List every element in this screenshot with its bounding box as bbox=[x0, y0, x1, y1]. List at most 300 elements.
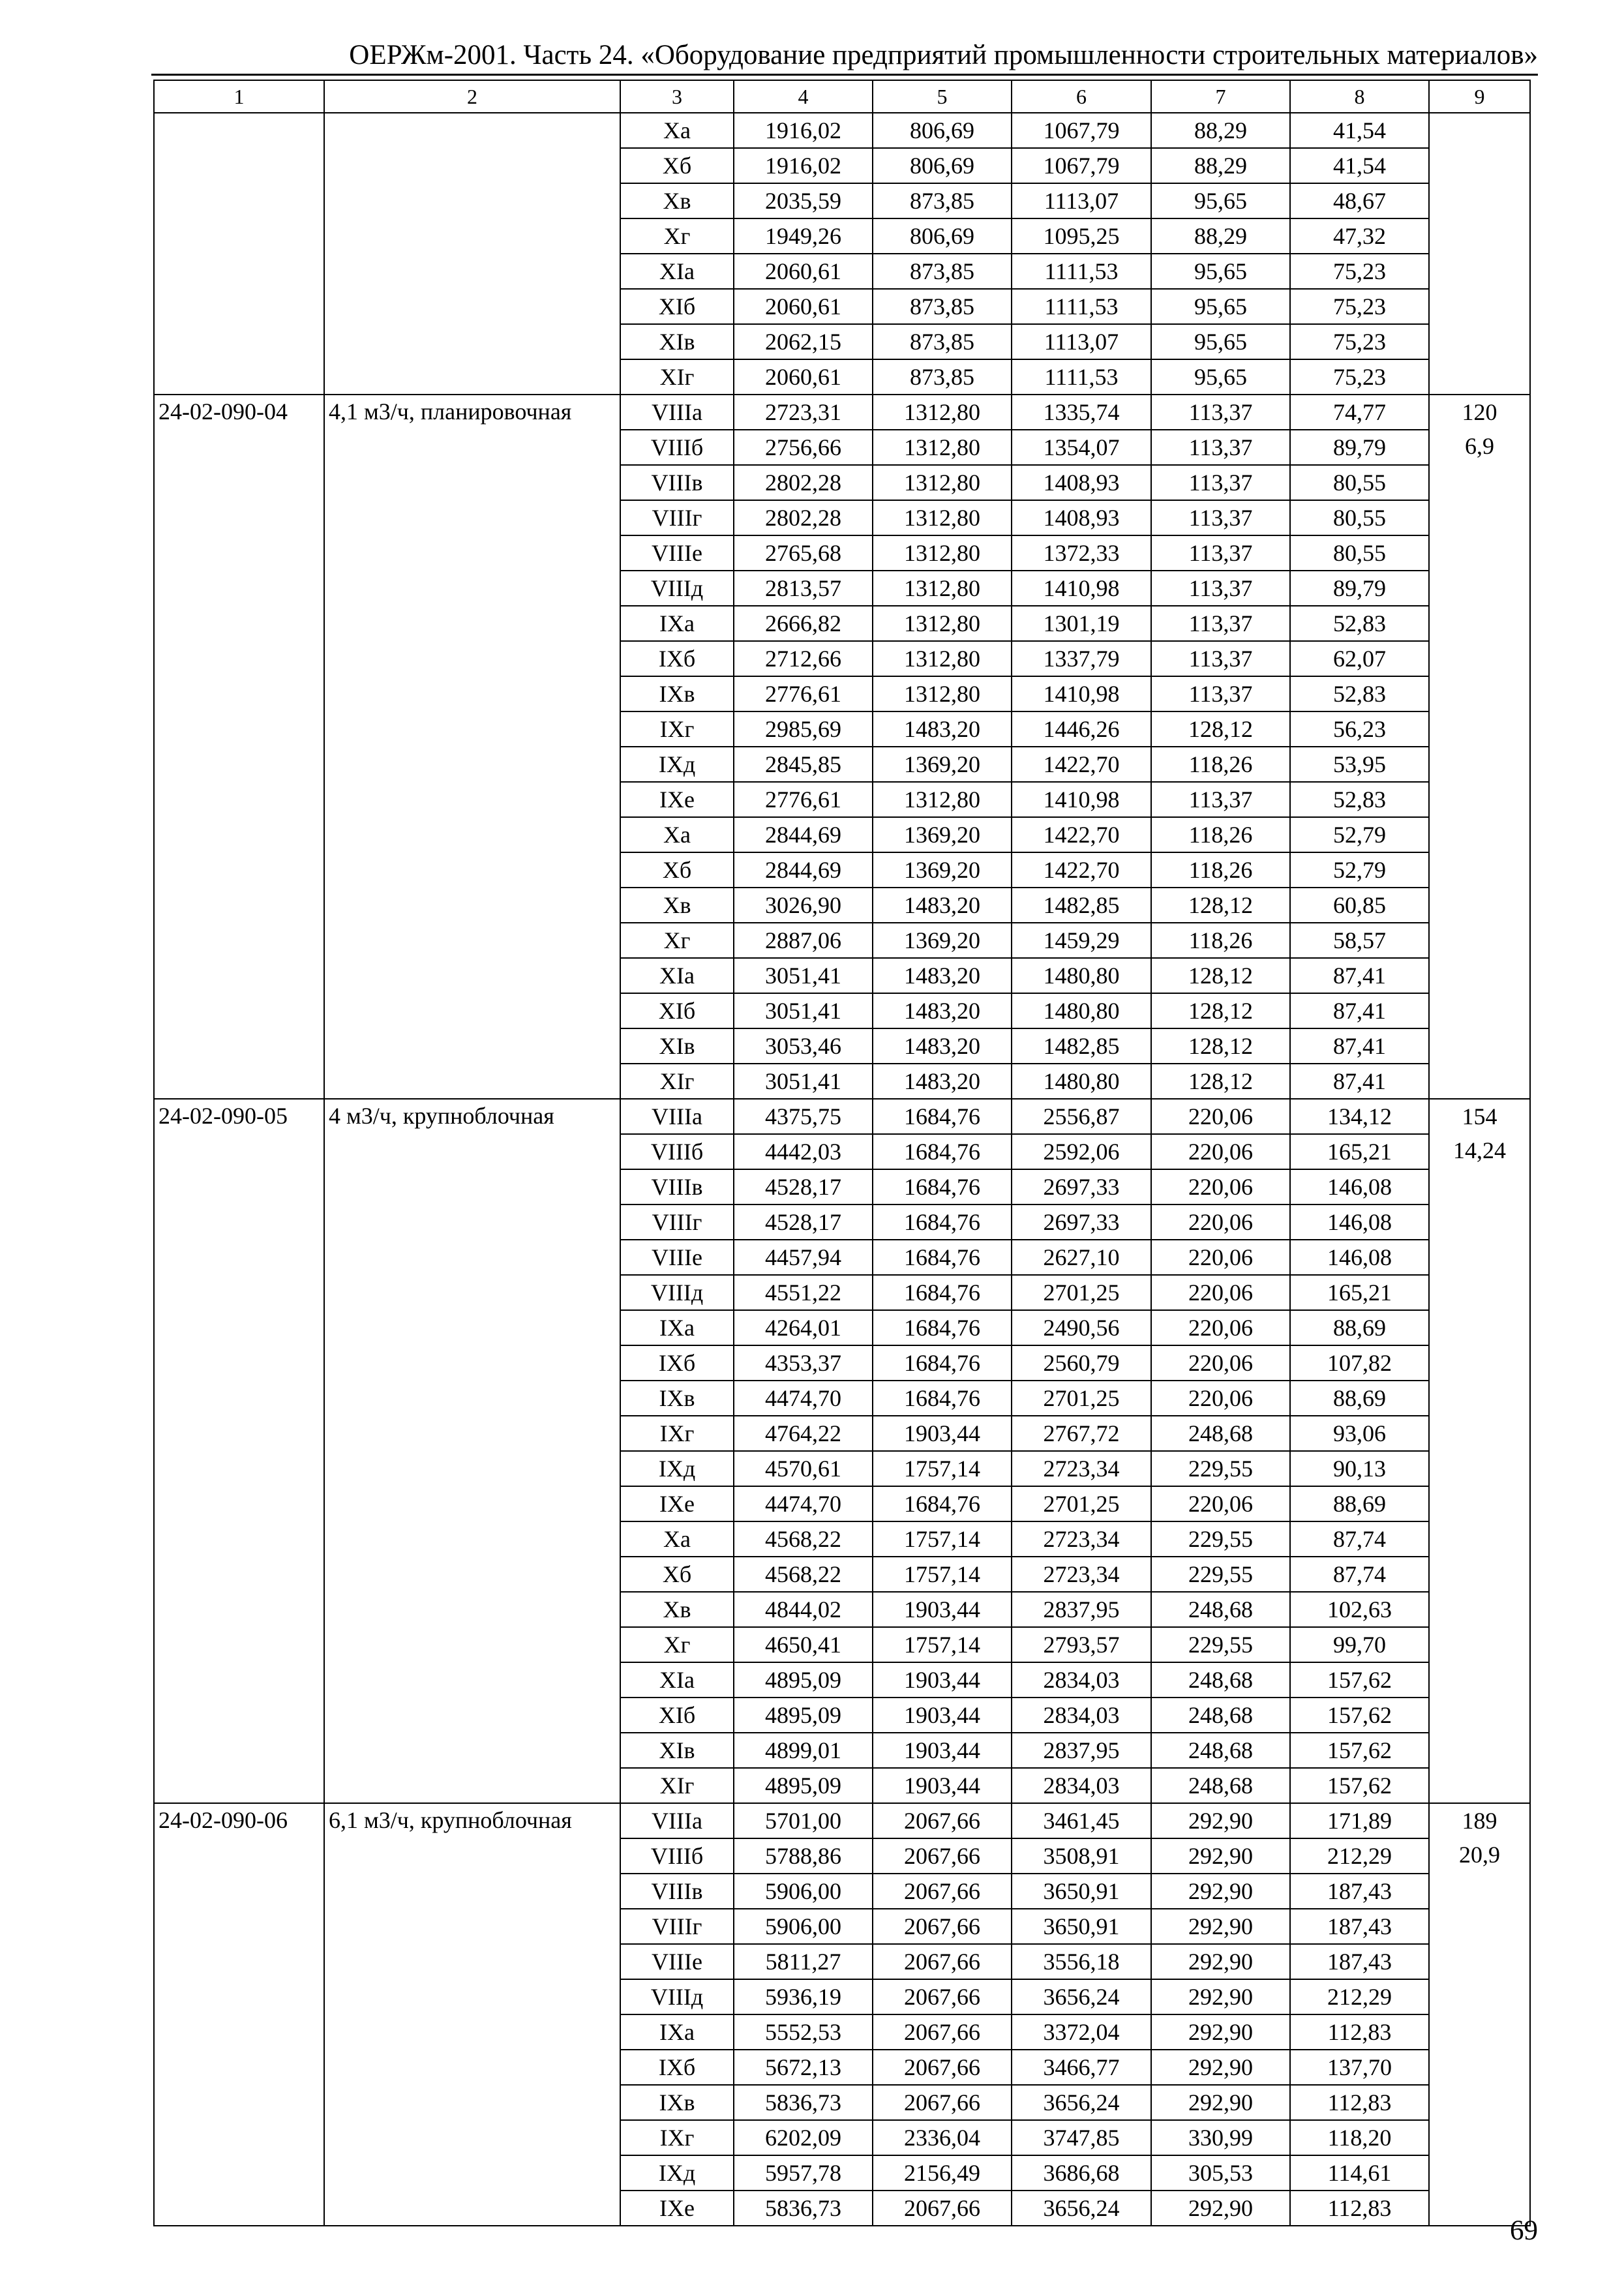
value-cell: 146,08 bbox=[1290, 1204, 1429, 1240]
value-cell: 248,68 bbox=[1151, 1768, 1290, 1803]
value-cell: 1312,80 bbox=[873, 641, 1012, 676]
value-cell: 1446,26 bbox=[1012, 711, 1151, 747]
region-cell: Xг bbox=[620, 923, 734, 958]
value-cell: 41,54 bbox=[1290, 148, 1429, 183]
region-cell: VIIIв bbox=[620, 465, 734, 500]
value-cell: 3508,91 bbox=[1012, 1838, 1151, 1874]
value-cell: 1337,79 bbox=[1012, 641, 1151, 676]
value-cell: 53,95 bbox=[1290, 747, 1429, 782]
value-cell: 3747,85 bbox=[1012, 2120, 1151, 2155]
value-cell: 2844,69 bbox=[734, 817, 873, 852]
value-cell: 1903,44 bbox=[873, 1768, 1012, 1803]
value-cell: 5701,00 bbox=[734, 1803, 873, 1838]
value-cell: 292,90 bbox=[1151, 1874, 1290, 1909]
value-cell: 1312,80 bbox=[873, 535, 1012, 571]
value-cell: 3656,24 bbox=[1012, 1979, 1151, 2014]
value-cell: 2060,61 bbox=[734, 359, 873, 395]
value-cell: 1312,80 bbox=[873, 676, 1012, 711]
region-cell: IXб bbox=[620, 1345, 734, 1381]
value-cell: 5936,19 bbox=[734, 1979, 873, 2014]
region-cell: Xв bbox=[620, 888, 734, 923]
value-cell: 112,83 bbox=[1290, 2191, 1429, 2226]
value-cell: 3686,68 bbox=[1012, 2155, 1151, 2191]
region-cell: XIб bbox=[620, 1698, 734, 1733]
region-cell: VIIIе bbox=[620, 1240, 734, 1275]
value-cell: 873,85 bbox=[873, 324, 1012, 359]
value-cell: 128,12 bbox=[1151, 958, 1290, 993]
column-9-value bbox=[1430, 147, 1529, 181]
value-cell: 1903,44 bbox=[873, 1733, 1012, 1768]
value-cell: 87,41 bbox=[1290, 958, 1429, 993]
value-cell: 99,70 bbox=[1290, 1627, 1429, 1662]
value-cell: 1422,70 bbox=[1012, 852, 1151, 888]
value-cell: 3051,41 bbox=[734, 993, 873, 1028]
value-cell: 4895,09 bbox=[734, 1768, 873, 1803]
value-cell: 87,41 bbox=[1290, 993, 1429, 1028]
value-cell: 1408,93 bbox=[1012, 500, 1151, 535]
value-cell: 157,62 bbox=[1290, 1733, 1429, 1768]
column-number: 1 bbox=[154, 80, 324, 113]
value-cell: 60,85 bbox=[1290, 888, 1429, 923]
region-cell: IXв bbox=[620, 1381, 734, 1416]
region-cell: VIIIд bbox=[620, 571, 734, 606]
region-cell: VIIIг bbox=[620, 500, 734, 535]
value-cell: 88,69 bbox=[1290, 1310, 1429, 1345]
value-cell: 128,12 bbox=[1151, 1064, 1290, 1099]
value-cell: 2701,25 bbox=[1012, 1381, 1151, 1416]
equipment-name-cell: 4 м3/ч, крупноблочная bbox=[324, 1099, 620, 1803]
value-cell: 4551,22 bbox=[734, 1275, 873, 1310]
value-cell: 52,79 bbox=[1290, 817, 1429, 852]
value-cell: 2067,66 bbox=[873, 1979, 1012, 2014]
column-number: 2 bbox=[324, 80, 620, 113]
value-cell: 113,37 bbox=[1151, 571, 1290, 606]
region-cell: XIв bbox=[620, 324, 734, 359]
value-cell: 113,37 bbox=[1151, 535, 1290, 571]
value-cell: 118,26 bbox=[1151, 747, 1290, 782]
value-cell: 806,69 bbox=[873, 218, 1012, 254]
value-cell: 248,68 bbox=[1151, 1592, 1290, 1627]
value-cell: 4899,01 bbox=[734, 1733, 873, 1768]
value-cell: 292,90 bbox=[1151, 1944, 1290, 1979]
value-cell: 128,12 bbox=[1151, 993, 1290, 1028]
value-cell: 4895,09 bbox=[734, 1662, 873, 1698]
value-cell: 4568,22 bbox=[734, 1557, 873, 1592]
value-cell: 2035,59 bbox=[734, 183, 873, 218]
value-cell: 2723,34 bbox=[1012, 1521, 1151, 1557]
value-cell: 2697,33 bbox=[1012, 1204, 1151, 1240]
value-cell: 248,68 bbox=[1151, 1698, 1290, 1733]
value-cell: 292,90 bbox=[1151, 1979, 1290, 2014]
value-cell: 89,79 bbox=[1290, 571, 1429, 606]
value-cell: 1483,20 bbox=[873, 888, 1012, 923]
value-cell: 5957,78 bbox=[734, 2155, 873, 2191]
column-number-row bbox=[154, 80, 1530, 113]
value-cell: 6202,09 bbox=[734, 2120, 873, 2155]
value-cell: 128,12 bbox=[1151, 711, 1290, 747]
value-cell: 88,29 bbox=[1151, 113, 1290, 148]
value-cell: 1684,76 bbox=[873, 1345, 1012, 1381]
value-cell: 3461,45 bbox=[1012, 1803, 1151, 1838]
value-cell: 146,08 bbox=[1290, 1169, 1429, 1204]
region-cell: VIIIе bbox=[620, 1944, 734, 1979]
value-cell: 292,90 bbox=[1151, 2191, 1290, 2226]
value-cell: 4895,09 bbox=[734, 1698, 873, 1733]
table-row bbox=[154, 113, 1530, 148]
value-cell: 1422,70 bbox=[1012, 747, 1151, 782]
value-cell: 1757,14 bbox=[873, 1521, 1012, 1557]
value-cell: 220,06 bbox=[1151, 1486, 1290, 1521]
value-cell: 157,62 bbox=[1290, 1768, 1429, 1803]
column-9-value bbox=[1430, 113, 1529, 147]
value-cell: 2834,03 bbox=[1012, 1698, 1151, 1733]
value-cell: 806,69 bbox=[873, 148, 1012, 183]
value-cell: 2701,25 bbox=[1012, 1275, 1151, 1310]
region-cell: IXа bbox=[620, 606, 734, 641]
region-cell: VIIIб bbox=[620, 1838, 734, 1874]
value-cell: 2723,31 bbox=[734, 395, 873, 430]
value-cell: 113,37 bbox=[1151, 430, 1290, 465]
value-cell: 52,83 bbox=[1290, 676, 1429, 711]
value-cell: 2560,79 bbox=[1012, 1345, 1151, 1381]
value-cell: 93,06 bbox=[1290, 1416, 1429, 1451]
value-cell: 75,23 bbox=[1290, 324, 1429, 359]
value-cell: 1301,19 bbox=[1012, 606, 1151, 641]
value-cell: 292,90 bbox=[1151, 2085, 1290, 2120]
value-cell: 1312,80 bbox=[873, 782, 1012, 817]
value-cell: 80,55 bbox=[1290, 535, 1429, 571]
value-cell: 1111,53 bbox=[1012, 254, 1151, 289]
value-cell: 1684,76 bbox=[873, 1099, 1012, 1134]
value-cell: 2067,66 bbox=[873, 2085, 1012, 2120]
region-cell: Xб bbox=[620, 148, 734, 183]
region-cell: VIIIб bbox=[620, 430, 734, 465]
value-cell: 4474,70 bbox=[734, 1381, 873, 1416]
region-cell: VIIIд bbox=[620, 1979, 734, 2014]
value-cell: 1684,76 bbox=[873, 1310, 1012, 1345]
column-number: 4 bbox=[734, 80, 873, 113]
value-cell: 88,29 bbox=[1151, 218, 1290, 254]
value-cell: 112,83 bbox=[1290, 2014, 1429, 2050]
value-cell: 330,99 bbox=[1151, 2120, 1290, 2155]
region-cell: IXб bbox=[620, 641, 734, 676]
column-9-value: 120 bbox=[1462, 399, 1497, 425]
region-cell: IXе bbox=[620, 782, 734, 817]
value-cell: 2336,04 bbox=[873, 2120, 1012, 2155]
value-cell: 113,37 bbox=[1151, 782, 1290, 817]
region-cell: XIв bbox=[620, 1733, 734, 1768]
value-cell: 80,55 bbox=[1290, 500, 1429, 535]
value-cell: 873,85 bbox=[873, 289, 1012, 324]
value-cell: 212,29 bbox=[1290, 1838, 1429, 1874]
value-cell: 107,82 bbox=[1290, 1345, 1429, 1381]
value-cell: 1903,44 bbox=[873, 1662, 1012, 1698]
value-cell: 187,43 bbox=[1290, 1944, 1429, 1979]
value-cell: 229,55 bbox=[1151, 1557, 1290, 1592]
value-cell: 1480,80 bbox=[1012, 1064, 1151, 1099]
value-cell: 2490,56 bbox=[1012, 1310, 1151, 1345]
region-cell: IXб bbox=[620, 2050, 734, 2085]
value-cell: 1369,20 bbox=[873, 923, 1012, 958]
value-cell: 1113,07 bbox=[1012, 183, 1151, 218]
region-cell: Xа bbox=[620, 817, 734, 852]
region-cell: IXд bbox=[620, 2155, 734, 2191]
value-cell: 112,83 bbox=[1290, 2085, 1429, 2120]
value-cell: 113,37 bbox=[1151, 395, 1290, 430]
value-cell: 2802,28 bbox=[734, 500, 873, 535]
value-cell: 1312,80 bbox=[873, 395, 1012, 430]
page-number: 69 bbox=[1510, 2215, 1538, 2246]
value-cell: 292,90 bbox=[1151, 1803, 1290, 1838]
value-cell: 4528,17 bbox=[734, 1204, 873, 1240]
value-cell: 4528,17 bbox=[734, 1169, 873, 1204]
value-cell: 187,43 bbox=[1290, 1874, 1429, 1909]
value-cell: 1480,80 bbox=[1012, 958, 1151, 993]
value-cell: 1684,76 bbox=[873, 1169, 1012, 1204]
value-cell: 5788,86 bbox=[734, 1838, 873, 1874]
column-9-cell bbox=[1429, 395, 1530, 1099]
value-cell: 1482,85 bbox=[1012, 1028, 1151, 1064]
value-cell: 2697,33 bbox=[1012, 1169, 1151, 1204]
value-cell: 2985,69 bbox=[734, 711, 873, 747]
column-number: 8 bbox=[1290, 80, 1429, 113]
value-cell: 1312,80 bbox=[873, 500, 1012, 535]
region-cell: XIв bbox=[620, 1028, 734, 1064]
value-cell: 2793,57 bbox=[1012, 1627, 1151, 1662]
value-cell: 95,65 bbox=[1151, 183, 1290, 218]
value-cell: 1408,93 bbox=[1012, 465, 1151, 500]
value-cell: 2844,69 bbox=[734, 852, 873, 888]
value-cell: 118,26 bbox=[1151, 852, 1290, 888]
value-cell: 1480,80 bbox=[1012, 993, 1151, 1028]
value-cell: 114,61 bbox=[1290, 2155, 1429, 2191]
value-cell: 3466,77 bbox=[1012, 2050, 1151, 2085]
column-9-cell bbox=[1429, 1803, 1530, 2226]
value-cell: 2723,34 bbox=[1012, 1557, 1151, 1592]
column-9-value: 189 bbox=[1462, 1808, 1497, 1834]
value-cell: 220,06 bbox=[1151, 1310, 1290, 1345]
value-cell: 2067,66 bbox=[873, 1803, 1012, 1838]
value-cell: 2627,10 bbox=[1012, 1240, 1151, 1275]
page-header-title: ОЕРЖм-2001. Часть 24. «Оборудование предприятий промышленности строительных материалов» bbox=[349, 40, 1538, 70]
region-cell: Xа bbox=[620, 1521, 734, 1557]
value-cell: 3051,41 bbox=[734, 1064, 873, 1099]
value-cell: 2776,61 bbox=[734, 782, 873, 817]
region-cell: XIа bbox=[620, 254, 734, 289]
region-cell: VIIIа bbox=[620, 395, 734, 430]
value-cell: 113,37 bbox=[1151, 500, 1290, 535]
value-cell: 1372,33 bbox=[1012, 535, 1151, 571]
value-cell: 87,74 bbox=[1290, 1521, 1429, 1557]
value-cell: 2060,61 bbox=[734, 289, 873, 324]
value-cell: 52,83 bbox=[1290, 606, 1429, 641]
value-cell: 1684,76 bbox=[873, 1240, 1012, 1275]
value-cell: 4764,22 bbox=[734, 1416, 873, 1451]
value-cell: 1483,20 bbox=[873, 958, 1012, 993]
region-cell: IXг bbox=[620, 711, 734, 747]
region-cell: IXв bbox=[620, 676, 734, 711]
value-cell: 2060,61 bbox=[734, 254, 873, 289]
value-cell: 87,74 bbox=[1290, 1557, 1429, 1592]
value-cell: 5906,00 bbox=[734, 1909, 873, 1944]
value-cell: 5836,73 bbox=[734, 2085, 873, 2120]
column-9-cell bbox=[1429, 113, 1530, 395]
value-cell: 1483,20 bbox=[873, 993, 1012, 1028]
region-cell: VIIIб bbox=[620, 1134, 734, 1169]
value-cell: 2776,61 bbox=[734, 676, 873, 711]
table-row bbox=[154, 1803, 1530, 1838]
value-cell: 4375,75 bbox=[734, 1099, 873, 1134]
value-cell: 2802,28 bbox=[734, 465, 873, 500]
value-cell: 2556,87 bbox=[1012, 1099, 1151, 1134]
value-cell: 2067,66 bbox=[873, 2191, 1012, 2226]
value-cell: 220,06 bbox=[1151, 1381, 1290, 1416]
value-cell: 229,55 bbox=[1151, 1627, 1290, 1662]
value-cell: 74,77 bbox=[1290, 395, 1429, 430]
value-cell: 95,65 bbox=[1151, 359, 1290, 395]
value-cell: 1483,20 bbox=[873, 711, 1012, 747]
value-cell: 171,89 bbox=[1290, 1803, 1429, 1838]
value-cell: 1903,44 bbox=[873, 1698, 1012, 1733]
value-cell: 1916,02 bbox=[734, 148, 873, 183]
value-cell: 4844,02 bbox=[734, 1592, 873, 1627]
value-cell: 1067,79 bbox=[1012, 148, 1151, 183]
equipment-name-cell bbox=[324, 113, 620, 395]
column-9-value: 154 bbox=[1462, 1103, 1497, 1130]
region-cell: XIа bbox=[620, 1662, 734, 1698]
value-cell: 1312,80 bbox=[873, 430, 1012, 465]
value-cell: 137,70 bbox=[1290, 2050, 1429, 2085]
rate-code-cell bbox=[154, 113, 324, 395]
column-9-cell bbox=[1429, 1099, 1530, 1803]
value-cell: 146,08 bbox=[1290, 1240, 1429, 1275]
value-cell: 2067,66 bbox=[873, 1909, 1012, 1944]
value-cell: 1067,79 bbox=[1012, 113, 1151, 148]
value-cell: 212,29 bbox=[1290, 1979, 1429, 2014]
region-cell: XIг bbox=[620, 1768, 734, 1803]
value-cell: 95,65 bbox=[1151, 289, 1290, 324]
value-cell: 1111,53 bbox=[1012, 289, 1151, 324]
value-cell: 165,21 bbox=[1290, 1134, 1429, 1169]
value-cell: 2666,82 bbox=[734, 606, 873, 641]
value-cell: 4442,03 bbox=[734, 1134, 873, 1169]
value-cell: 248,68 bbox=[1151, 1662, 1290, 1698]
value-cell: 4570,61 bbox=[734, 1451, 873, 1486]
value-cell: 2067,66 bbox=[873, 1874, 1012, 1909]
value-cell: 5552,53 bbox=[734, 2014, 873, 2050]
value-cell: 134,12 bbox=[1290, 1099, 1429, 1134]
value-cell: 292,90 bbox=[1151, 2014, 1290, 2050]
value-cell: 1903,44 bbox=[873, 1592, 1012, 1627]
value-cell: 1422,70 bbox=[1012, 817, 1151, 852]
value-cell: 95,65 bbox=[1151, 324, 1290, 359]
value-cell: 2712,66 bbox=[734, 641, 873, 676]
value-cell: 128,12 bbox=[1151, 1028, 1290, 1064]
value-cell: 1684,76 bbox=[873, 1381, 1012, 1416]
value-cell: 87,41 bbox=[1290, 1028, 1429, 1064]
value-cell: 4353,37 bbox=[734, 1345, 873, 1381]
value-cell: 113,37 bbox=[1151, 676, 1290, 711]
value-cell: 56,23 bbox=[1290, 711, 1429, 747]
value-cell: 220,06 bbox=[1151, 1204, 1290, 1240]
region-cell: IXа bbox=[620, 2014, 734, 2050]
value-cell: 52,83 bbox=[1290, 782, 1429, 817]
value-cell: 2767,72 bbox=[1012, 1416, 1151, 1451]
value-cell: 2887,06 bbox=[734, 923, 873, 958]
value-cell: 2067,66 bbox=[873, 2014, 1012, 2050]
value-cell: 1757,14 bbox=[873, 1451, 1012, 1486]
value-cell: 5836,73 bbox=[734, 2191, 873, 2226]
region-cell: XIг bbox=[620, 1064, 734, 1099]
value-cell: 4264,01 bbox=[734, 1310, 873, 1345]
value-cell: 87,41 bbox=[1290, 1064, 1429, 1099]
region-cell: XIа bbox=[620, 958, 734, 993]
value-cell: 3656,24 bbox=[1012, 2085, 1151, 2120]
value-cell: 113,37 bbox=[1151, 606, 1290, 641]
value-cell: 3372,04 bbox=[1012, 2014, 1151, 2050]
region-cell: Xа bbox=[620, 113, 734, 148]
value-cell: 187,43 bbox=[1290, 1909, 1429, 1944]
value-cell: 1369,20 bbox=[873, 747, 1012, 782]
value-cell: 2845,85 bbox=[734, 747, 873, 782]
value-cell: 220,06 bbox=[1151, 1345, 1290, 1381]
region-cell: VIIIв bbox=[620, 1169, 734, 1204]
region-cell: IXе bbox=[620, 1486, 734, 1521]
table-row bbox=[154, 395, 1530, 430]
value-cell: 305,53 bbox=[1151, 2155, 1290, 2191]
header-rule bbox=[151, 74, 1538, 76]
value-cell: 248,68 bbox=[1151, 1416, 1290, 1451]
column-number: 9 bbox=[1429, 80, 1530, 113]
region-cell: IXд bbox=[620, 747, 734, 782]
rate-code-cell: 24-02-090-04 bbox=[154, 395, 324, 1099]
region-cell: IXв bbox=[620, 2085, 734, 2120]
value-cell: 75,23 bbox=[1290, 254, 1429, 289]
value-cell: 1369,20 bbox=[873, 852, 1012, 888]
value-cell: 2062,15 bbox=[734, 324, 873, 359]
value-cell: 1757,14 bbox=[873, 1627, 1012, 1662]
value-cell: 220,06 bbox=[1151, 1240, 1290, 1275]
value-cell: 1916,02 bbox=[734, 113, 873, 148]
value-cell: 2837,95 bbox=[1012, 1733, 1151, 1768]
value-cell: 1369,20 bbox=[873, 817, 1012, 852]
value-cell: 75,23 bbox=[1290, 359, 1429, 395]
value-cell: 220,06 bbox=[1151, 1169, 1290, 1204]
value-cell: 248,68 bbox=[1151, 1733, 1290, 1768]
value-cell: 292,90 bbox=[1151, 1838, 1290, 1874]
value-cell: 88,69 bbox=[1290, 1486, 1429, 1521]
value-cell: 88,29 bbox=[1151, 148, 1290, 183]
value-cell: 3650,91 bbox=[1012, 1874, 1151, 1909]
value-cell: 873,85 bbox=[873, 183, 1012, 218]
table-row bbox=[154, 1099, 1530, 1134]
value-cell: 292,90 bbox=[1151, 2050, 1290, 2085]
region-cell: Xв bbox=[620, 1592, 734, 1627]
value-cell: 1113,07 bbox=[1012, 324, 1151, 359]
value-cell: 292,90 bbox=[1151, 1909, 1290, 1944]
value-cell: 2834,03 bbox=[1012, 1768, 1151, 1803]
value-cell: 5906,00 bbox=[734, 1874, 873, 1909]
value-cell: 220,06 bbox=[1151, 1099, 1290, 1134]
column-number: 6 bbox=[1012, 80, 1151, 113]
value-cell: 1684,76 bbox=[873, 1134, 1012, 1169]
value-cell: 2837,95 bbox=[1012, 1592, 1151, 1627]
value-cell: 1410,98 bbox=[1012, 676, 1151, 711]
region-cell: VIIIе bbox=[620, 535, 734, 571]
region-cell: XIб bbox=[620, 993, 734, 1028]
value-cell: 1482,85 bbox=[1012, 888, 1151, 923]
value-cell: 220,06 bbox=[1151, 1275, 1290, 1310]
